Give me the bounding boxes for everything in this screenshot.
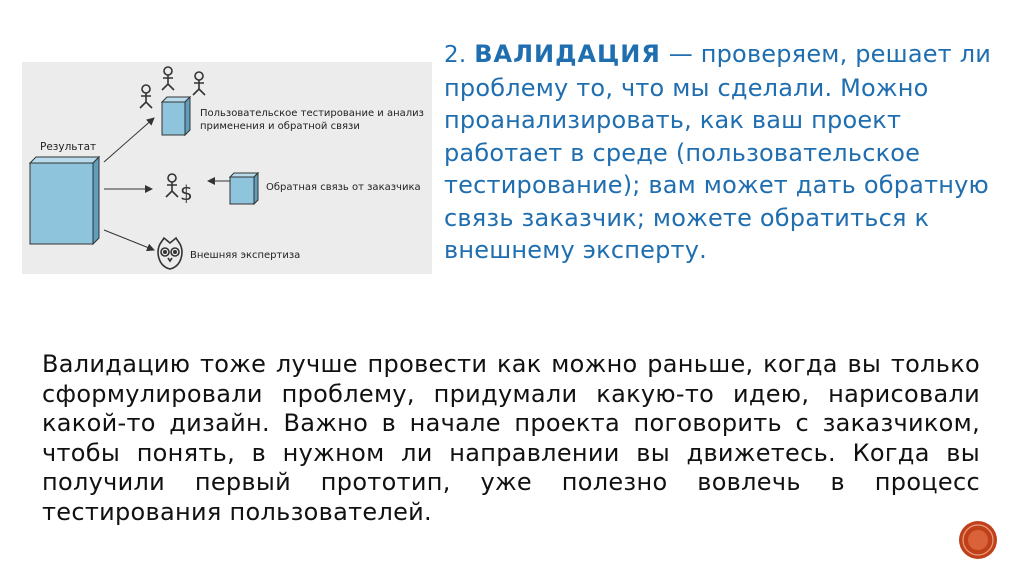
customer-feedback-label: Обратная связь от заказчика xyxy=(266,182,421,193)
validation-diagram xyxy=(22,62,432,274)
user-testing-box-icon xyxy=(162,97,190,135)
diagram-svg xyxy=(22,62,432,274)
heading-text: — проверяем, решает ли проблему то, что мы сделали. Можно проанализировать, как ваш проект работает в среде (пользовательское тестирование); вам может дать обратную связь заказчик; можете обратиться к внешнему эксперту. xyxy=(444,40,992,264)
result-box-icon xyxy=(30,157,99,244)
arrow-to-users xyxy=(104,118,154,162)
heading-keyword: ВАЛИДАЦИЯ xyxy=(474,40,661,68)
user-testing-label-2: применения и обратной связи xyxy=(200,121,360,132)
decorative-badge-icon xyxy=(958,520,998,560)
body-paragraph: Валидацию тоже лучше провести как можно раньше, когда вы только сформулировали проблему, придумали какую-то идею, нарисовали какой-то дизайн. Важно в начале проекта поговорить с заказчиком, чтобы понять, в нужном ли направлении вы движетесь. Когда вы получили первый прототип, уже полезно вовлечь в процесс тестирования пользователей. xyxy=(42,350,980,526)
user-testing-label-1: Пользовательское тестирование и анализ xyxy=(200,108,424,119)
result-label: Результат xyxy=(40,141,97,153)
owl-icon xyxy=(158,238,182,269)
customer-box-icon xyxy=(230,173,258,204)
external-expertise-label: Внешняя экспертиза xyxy=(190,250,301,261)
money-person-icon xyxy=(166,174,178,197)
arrow-to-expert xyxy=(104,230,154,250)
heading-number: 2. xyxy=(444,42,467,68)
dollar-icon: $ xyxy=(180,181,193,205)
validation-heading xyxy=(444,38,994,267)
